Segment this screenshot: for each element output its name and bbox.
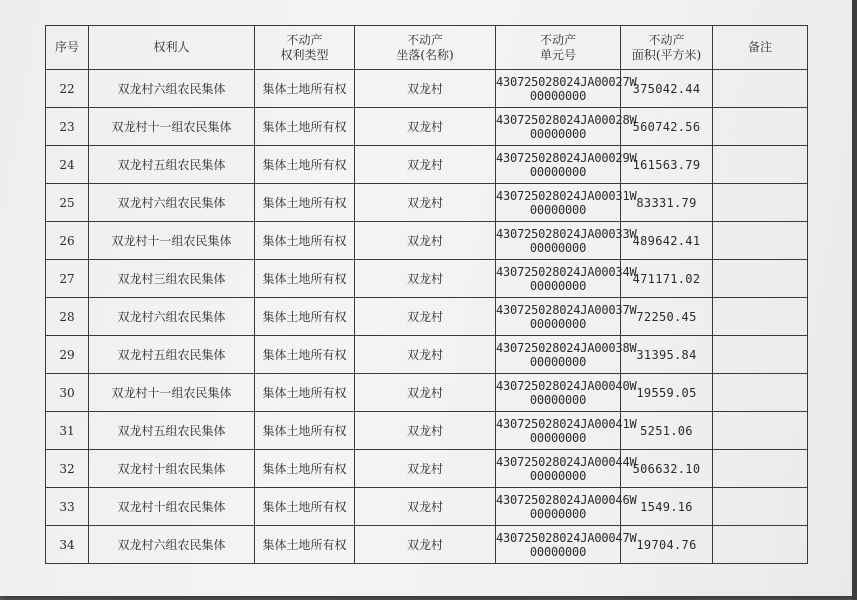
cell-location: 双龙村 — [355, 108, 496, 146]
cell-area: 560742.56 — [621, 108, 713, 146]
cell-remark — [713, 374, 808, 412]
cell-seq: 34 — [46, 526, 89, 564]
cell-seq: 22 — [46, 70, 89, 108]
table-row — [46, 70, 808, 108]
table-header-row — [46, 26, 808, 70]
cell-remark — [713, 336, 808, 374]
cell-holder: 双龙村五组农民集体 — [89, 146, 255, 184]
cell-location: 双龙村 — [355, 222, 496, 260]
cell-holder: 双龙村六组农民集体 — [89, 184, 255, 222]
header-unit-no: 不动产 单元号 — [496, 26, 621, 70]
cell-area: 72250.45 — [621, 298, 713, 336]
cell-remark — [713, 412, 808, 450]
cell-right-type: 集体土地所有权 — [255, 488, 355, 526]
cell-area: 1549.16 — [621, 488, 713, 526]
cell-area: 83331.79 — [621, 184, 713, 222]
header-seq: 序号 — [46, 26, 89, 70]
cell-unit-no: 430725028024JA00047W 00000000 — [496, 526, 621, 564]
header-location: 不动产 坐落(名称) — [355, 26, 496, 70]
cell-unit-no: 430725028024JA00033W 00000000 — [496, 222, 621, 260]
cell-holder: 双龙村三组农民集体 — [89, 260, 255, 298]
cell-holder: 双龙村六组农民集体 — [89, 298, 255, 336]
cell-remark — [713, 108, 808, 146]
cell-remark — [713, 298, 808, 336]
header-remark: 备注 — [713, 26, 808, 70]
cell-unit-no: 430725028024JA00046W 00000000 — [496, 488, 621, 526]
cell-right-type: 集体土地所有权 — [255, 412, 355, 450]
cell-remark — [713, 184, 808, 222]
cell-remark — [713, 70, 808, 108]
cell-remark — [713, 526, 808, 564]
cell-right-type: 集体土地所有权 — [255, 298, 355, 336]
cell-area: 506632.10 — [621, 450, 713, 488]
cell-location: 双龙村 — [355, 450, 496, 488]
table-row — [46, 108, 808, 146]
cell-area: 161563.79 — [621, 146, 713, 184]
cell-area: 5251.06 — [621, 412, 713, 450]
cell-seq: 28 — [46, 298, 89, 336]
table-row — [46, 412, 808, 450]
table-row — [46, 450, 808, 488]
cell-right-type: 集体土地所有权 — [255, 222, 355, 260]
table-row — [46, 146, 808, 184]
cell-remark — [713, 450, 808, 488]
cell-area: 31395.84 — [621, 336, 713, 374]
cell-unit-no: 430725028024JA00034W 00000000 — [496, 260, 621, 298]
cell-area: 489642.41 — [621, 222, 713, 260]
cell-area: 19559.05 — [621, 374, 713, 412]
table-body — [46, 70, 808, 564]
cell-seq: 30 — [46, 374, 89, 412]
cell-holder: 双龙村十一组农民集体 — [89, 222, 255, 260]
table-row — [46, 374, 808, 412]
table-row — [46, 336, 808, 374]
cell-seq: 25 — [46, 184, 89, 222]
header-area: 不动产 面积(平方米) — [621, 26, 713, 70]
header-right-type: 不动产 权利类型 — [255, 26, 355, 70]
cell-seq: 33 — [46, 488, 89, 526]
cell-location: 双龙村 — [355, 70, 496, 108]
cell-location: 双龙村 — [355, 336, 496, 374]
cell-location: 双龙村 — [355, 184, 496, 222]
cell-location: 双龙村 — [355, 412, 496, 450]
cell-holder: 双龙村十一组农民集体 — [89, 374, 255, 412]
cell-seq: 24 — [46, 146, 89, 184]
property-register-table — [45, 25, 808, 564]
cell-unit-no: 430725028024JA00038W 00000000 — [496, 336, 621, 374]
cell-holder: 双龙村十组农民集体 — [89, 488, 255, 526]
cell-location: 双龙村 — [355, 526, 496, 564]
cell-seq: 23 — [46, 108, 89, 146]
cell-seq: 27 — [46, 260, 89, 298]
header-holder: 权利人 — [89, 26, 255, 70]
cell-remark — [713, 488, 808, 526]
cell-seq: 32 — [46, 450, 89, 488]
cell-remark — [713, 260, 808, 298]
cell-unit-no: 430725028024JA00027W 00000000 — [496, 70, 621, 108]
cell-right-type: 集体土地所有权 — [255, 146, 355, 184]
cell-location: 双龙村 — [355, 260, 496, 298]
cell-right-type: 集体土地所有权 — [255, 184, 355, 222]
cell-location: 双龙村 — [355, 374, 496, 412]
cell-remark — [713, 146, 808, 184]
cell-unit-no: 430725028024JA00040W 00000000 — [496, 374, 621, 412]
cell-right-type: 集体土地所有权 — [255, 70, 355, 108]
cell-right-type: 集体土地所有权 — [255, 260, 355, 298]
cell-unit-no: 430725028024JA00041W 00000000 — [496, 412, 621, 450]
background-edge — [852, 0, 857, 600]
cell-location: 双龙村 — [355, 146, 496, 184]
cell-holder: 双龙村十一组农民集体 — [89, 108, 255, 146]
cell-location: 双龙村 — [355, 298, 496, 336]
cell-seq: 31 — [46, 412, 89, 450]
cell-area: 19704.76 — [621, 526, 713, 564]
cell-unit-no: 430725028024JA00044W 00000000 — [496, 450, 621, 488]
cell-unit-no: 430725028024JA00031W 00000000 — [496, 184, 621, 222]
cell-seq: 26 — [46, 222, 89, 260]
table-row — [46, 298, 808, 336]
cell-holder: 双龙村六组农民集体 — [89, 526, 255, 564]
cell-unit-no: 430725028024JA00029W 00000000 — [496, 146, 621, 184]
cell-right-type: 集体土地所有权 — [255, 336, 355, 374]
cell-holder: 双龙村六组农民集体 — [89, 70, 255, 108]
table-row — [46, 222, 808, 260]
cell-holder: 双龙村五组农民集体 — [89, 336, 255, 374]
cell-seq: 29 — [46, 336, 89, 374]
cell-right-type: 集体土地所有权 — [255, 108, 355, 146]
cell-area: 375042.44 — [621, 70, 713, 108]
cell-right-type: 集体土地所有权 — [255, 374, 355, 412]
cell-unit-no: 430725028024JA00028W 00000000 — [496, 108, 621, 146]
cell-location: 双龙村 — [355, 488, 496, 526]
table-row — [46, 526, 808, 564]
cell-right-type: 集体土地所有权 — [255, 450, 355, 488]
cell-area: 471171.02 — [621, 260, 713, 298]
cell-holder: 双龙村十组农民集体 — [89, 450, 255, 488]
table-row — [46, 184, 808, 222]
table-row — [46, 488, 808, 526]
cell-remark — [713, 222, 808, 260]
cell-unit-no: 430725028024JA00037W 00000000 — [496, 298, 621, 336]
table-row — [46, 260, 808, 298]
cell-holder: 双龙村五组农民集体 — [89, 412, 255, 450]
cell-right-type: 集体土地所有权 — [255, 526, 355, 564]
